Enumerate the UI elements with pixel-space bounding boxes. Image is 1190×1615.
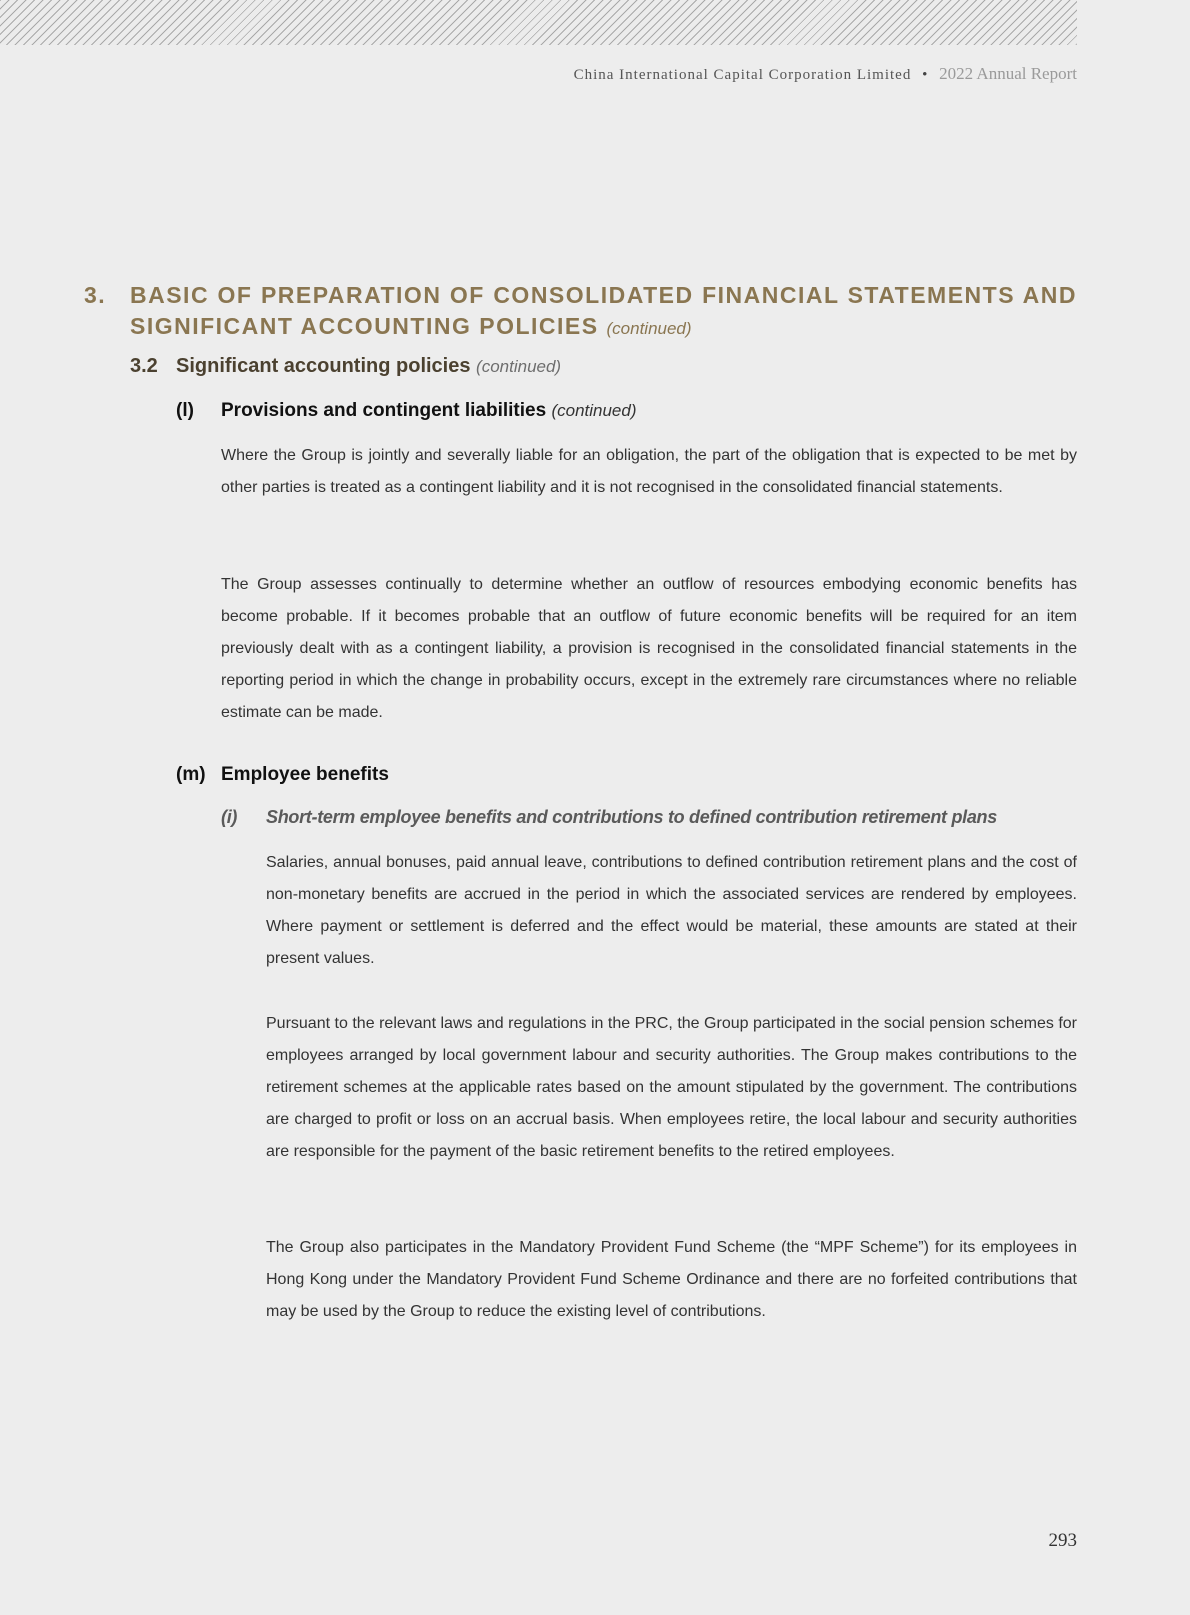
paragraph-outflow-assessment: The Group assesses continually to determine whether an outflow of resources embodying economic benefits has become probable. If it becomes probable that an outflow of future economic benefits will be required for an item previously dealt with as a contingent liability, a provision is recognised in the consolidated financial statements in the reporting period in which the change in probability occurs, except in the extremely rare circumstances where no reliable estimate can be made. [221,576,1077,721]
paragraph-salaries-accrual: Salaries, annual bonuses, paid annual leave, contributions to defined contribution retirement plans and the cost of non-monetary benefits are accrued in the period in which the associated services are rendered by employees. Where payment or settlement is deferred and the effect would be material, these amounts are stated at their present values. [266,854,1077,967]
item-heading-employee-benefits [176,764,389,786]
running-header [574,64,1077,84]
paragraph-contingent-liability: Where the Group is jointly and severally liable for an obligation, the part of the obligation that is expected to be met by other parties is treated as a contingent liability and it is not recognised in the consolidated financial statements. [221,447,1077,496]
section-continued: (continued) [606,319,692,338]
item-m-number: (m) [176,764,206,785]
section-number: 3. [84,282,107,308]
subitem-i-number: (i) [221,807,238,827]
header-separator: • [922,67,929,83]
item-l-title: Provisions and contingent liabilities [221,400,547,421]
report-title: 2022 Annual Report [939,64,1077,83]
subitem-heading-short-term-benefits [221,807,1077,828]
subsection-title: Significant accounting policies [176,355,471,377]
item-l-number: (l) [176,400,194,421]
subitem-i-title: Short-term employee benefits and contributions to defined contribution retirement plans [266,807,997,827]
company-name: China International Capital Corporation Limited [573,67,912,83]
subsection-continued: (continued) [476,357,562,376]
item-heading-provisions [176,400,637,422]
page-number: 293 [1048,1530,1077,1551]
paragraph-prc-pension: Pursuant to the relevant laws and regulations in the PRC, the Group participated in the social pension schemes for employees arranged by local government labour and security authorities. The Group makes contributions to the retirement schemes at the applicable rates based on the amount stipulated by the government. The contributions are charged to profit or loss on an accrual basis. When employees retire, the local labour and security authorities are responsible for the payment of the basic retirement benefits to the retired employees. [266,1015,1077,1160]
decorative-hatch-band [0,0,1077,45]
item-l-continued: (continued) [551,401,637,420]
subsection-number: 3.2 [130,355,158,377]
subsection-heading [130,355,561,378]
paragraph-mpf-scheme: The Group also participates in the Mandatory Provident Fund Scheme (the “MPF Scheme”) for its employees in Hong Kong under the Mandatory Provident Fund Scheme Ordinance and there are no forfeited contributions that may be used by the Group to reduce the existing level of contributions. [266,1239,1077,1320]
item-m-title: Employee benefits [221,764,389,785]
section-heading [84,280,1077,344]
section-title: BASIC OF PREPARATION OF CONSOLIDATED FINANCIAL STATEMENTS AND SIGNIFICANT ACCOUNTING POLICIES [130,282,1077,339]
